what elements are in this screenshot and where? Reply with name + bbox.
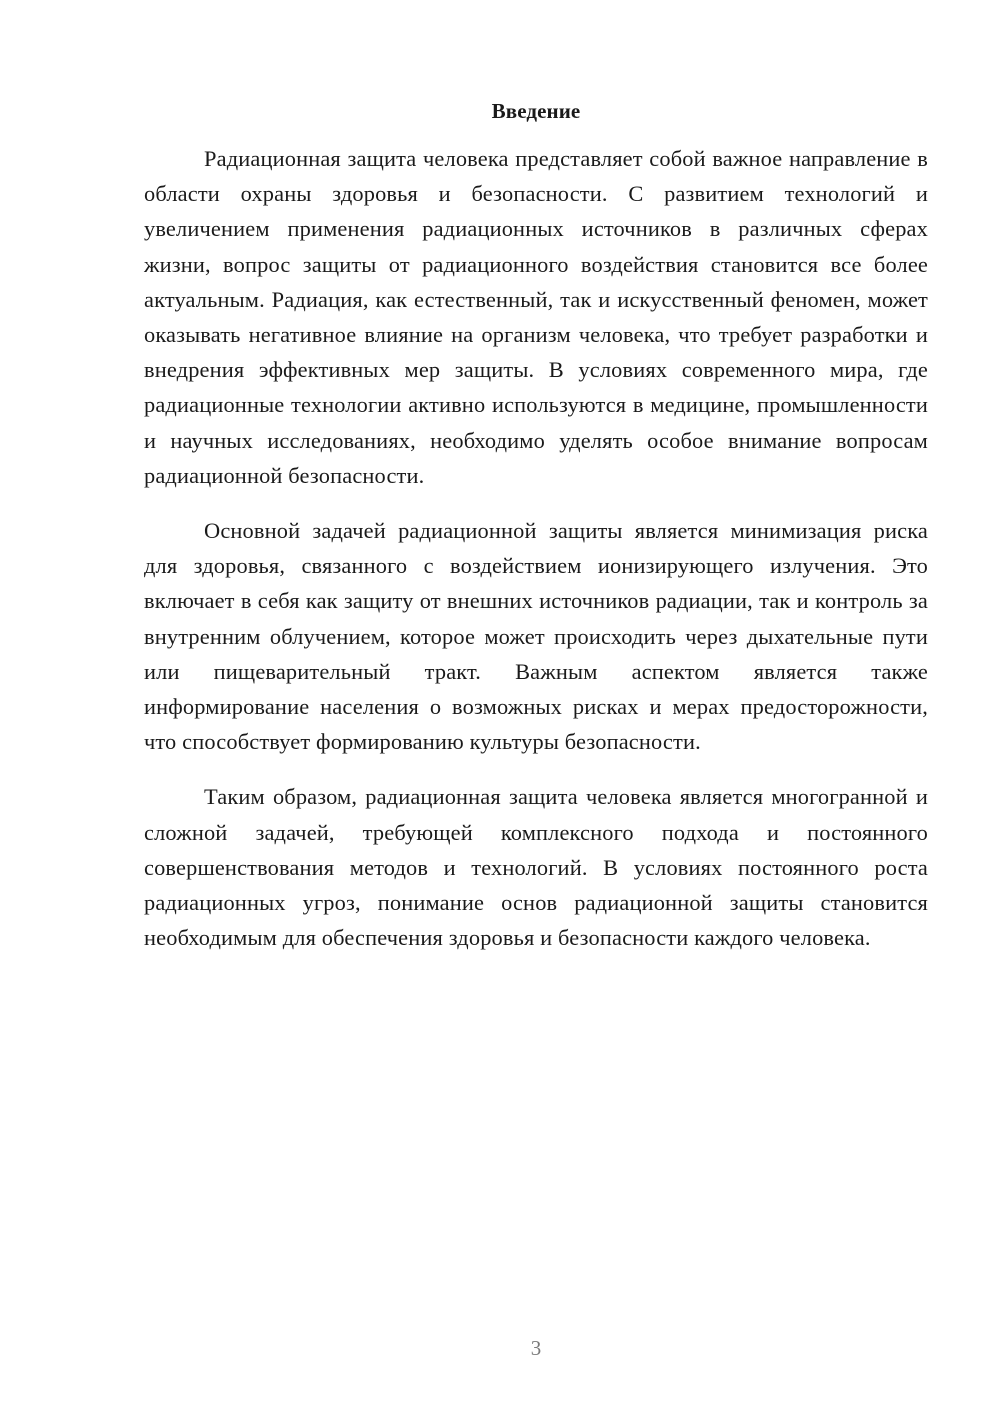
- paragraph-2: Основной задачей радиационной защиты является минимизация риска для здоровья, связанного с воздействием ионизирующего излучения. Это включает в себя как защиту от внешних источников радиации, так и контроль за внутренним облучением, которое может происходить через дыхательные пути или пищеварительный тракт. Важным аспектом является также информирование населения о возможных рисках и мерах предосторожности, что способствует формированию культуры безопасности.: [144, 518, 928, 755]
- paragraph-1: Радиационная защита человека представляет собой важное направление в области охраны здоровья и безопасности. С развитием технологий и увеличением применения радиационных источников в различных сферах жизни, вопрос защиты от радиационного воздействия становится все более актуальным. Радиация, как естественный, так и искусственный феномен, может оказывать негативное влияние на организм человека, что требует разработки и внедрения эффективных мер защиты. В условиях современного мира, где радиационные технологии активно используются в медицине, промышленности и научных исследованиях, необходимо уделять особое внимание вопросам радиационной безопасности.: [144, 146, 928, 488]
- paragraph-3: Таким образом, радиационная защита человека является многогранной и сложной задачей, требующей комплексного подхода и постоянного совершенствования методов и технологий. В условиях постоянного роста радиационных угроз, понимание основ радиационной защиты становится необходимым для обеспечения здоровья и безопасности каждого человека.: [144, 784, 928, 951]
- page-number: 3: [530, 1336, 542, 1360]
- section-heading: Введение: [491, 99, 581, 123]
- body-text: [144, 141, 928, 975]
